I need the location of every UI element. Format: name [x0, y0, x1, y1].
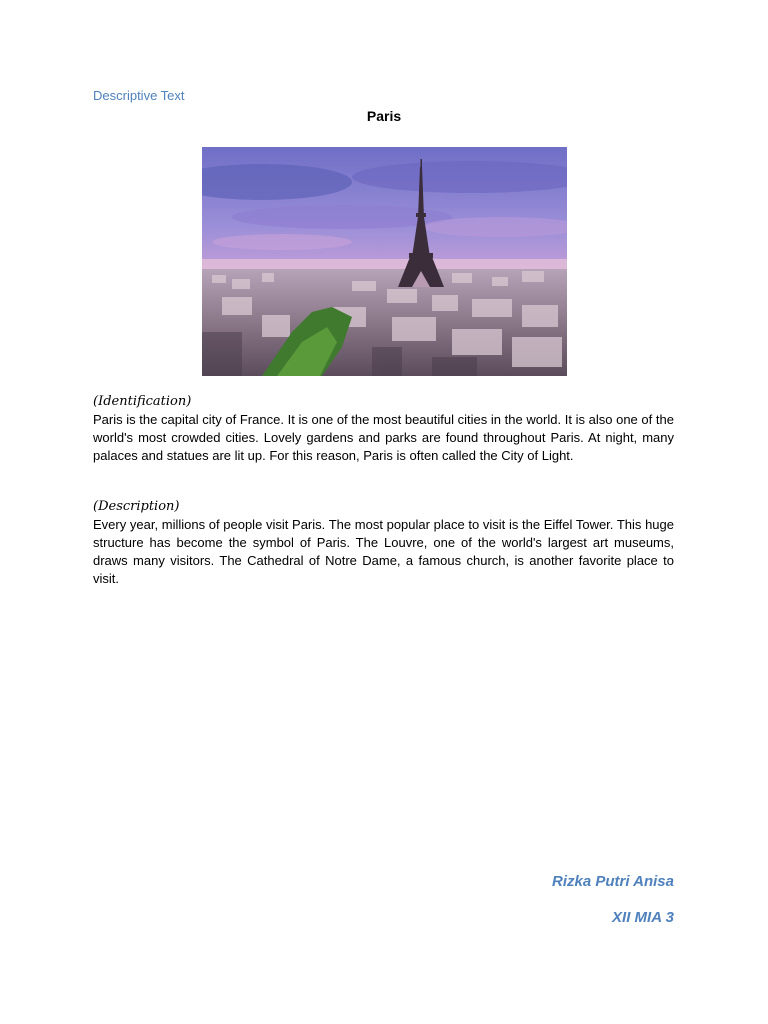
description-label: (Description): [93, 499, 180, 514]
document-type-label: Descriptive Text: [93, 88, 185, 103]
author-name: Rizka Putri Anisa: [552, 873, 674, 890]
paris-eiffel-tower-photo: [202, 147, 567, 376]
class-name: XII MIA 3: [612, 909, 674, 926]
identification-paragraph: Paris is the capital city of France. It is one of the most beautiful cities in the world. It is also one of the world's most crowded cities. Lovely gardens and parks are found throughout Paris. At night, many palaces and statues are lit up. For this reason, Paris is often called the City of Light.: [93, 412, 674, 463]
description-paragraph: Every year, millions of people visit Paris. The most popular place to visit is the Eiffel Tower. This huge structure has become the symbol of Paris. The Louvre, one of the world's largest art museums, draws many visitors. The Cathedral of Notre Dame, a famous church, is another favorite place to visit.: [93, 517, 674, 586]
identification-label: (Identification): [93, 394, 192, 409]
document-title: Paris: [366, 108, 402, 124]
